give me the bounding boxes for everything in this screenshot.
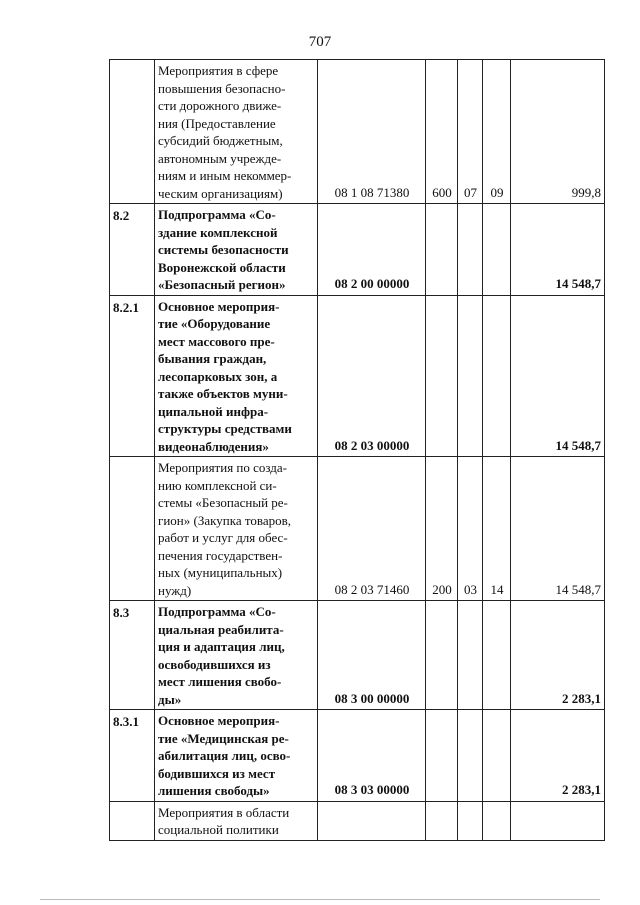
row-name-cell [155, 457, 318, 601]
table-body [110, 60, 605, 841]
name-line: системы безопасности [158, 242, 289, 257]
page-bottom-edge [40, 899, 600, 900]
rz-code-cell [458, 295, 483, 457]
row-number-cell: 8.3 [110, 601, 155, 710]
rz-code-cell [458, 204, 483, 296]
pr-code-cell [483, 710, 511, 802]
rz-code-cell [458, 710, 483, 802]
name-line: Мероприятия по созда- [158, 460, 288, 475]
name-line: бывания граждан, [158, 351, 267, 366]
rz-code-cell [458, 601, 483, 710]
sum-cell: 2 283,1 [511, 601, 605, 710]
pr-code-cell: 14 [483, 457, 511, 601]
row-number-cell: 8.3.1 [110, 710, 155, 802]
name-line: тие «Медицинская ре- [158, 730, 289, 746]
name-line: освободившихся из [158, 656, 271, 672]
table-row [110, 60, 605, 204]
row-name-cell [155, 601, 318, 710]
kcsr-code-cell: 08 2 00 00000 [318, 204, 426, 296]
vr-code-cell [426, 601, 458, 710]
pr-code-cell [483, 295, 511, 457]
kcsr-code-cell: 08 2 03 00000 [318, 295, 426, 457]
table-row [110, 710, 605, 802]
budget-table [109, 59, 605, 841]
rz-code-cell [458, 801, 483, 840]
rz-code-cell: 07 [458, 60, 483, 204]
row-number-cell: 8.2.1 [110, 295, 155, 457]
sum-cell [511, 801, 605, 840]
name-line: стемы «Безопасный ре- [158, 495, 288, 510]
row-number-cell: 8.2 [110, 204, 155, 296]
vr-code-cell [426, 710, 458, 802]
table-row [110, 801, 605, 840]
name-line: Подпрограмма «Со- [158, 604, 276, 619]
name-line: ческим организациям) [158, 185, 283, 201]
vr-code-cell [426, 295, 458, 457]
pr-code-cell [483, 601, 511, 710]
name-line: нужд) [158, 582, 192, 598]
name-line: видеонаблюдения» [158, 438, 269, 454]
name-line: нию комплексной си- [158, 477, 277, 493]
name-line: повышения безопасно- [158, 80, 286, 96]
kcsr-code-cell: 08 2 03 71460 [318, 457, 426, 601]
row-name-cell [155, 801, 318, 840]
name-line: Основное мероприя- [158, 298, 280, 314]
pr-code-cell [483, 801, 511, 840]
name-line: Мероприятия в сфере [158, 63, 279, 78]
sum-cell: 14 548,7 [511, 295, 605, 457]
name-line: Подпрограмма «Со- [158, 207, 276, 222]
name-line: социальной политики [158, 822, 279, 837]
kcsr-code-cell: 08 3 03 00000 [318, 710, 426, 802]
name-line: ципальной инфра- [158, 403, 269, 419]
table-row [110, 204, 605, 296]
name-line: ды» [158, 691, 182, 707]
name-line: работ и услуг для обес- [158, 530, 288, 545]
name-line: здание комплексной [158, 224, 278, 240]
row-number-cell [110, 801, 155, 840]
row-number-cell [110, 60, 155, 204]
name-line: Основное мероприя- [158, 713, 280, 728]
name-line: Мероприятия в области [158, 804, 290, 820]
name-line: Воронежской области [158, 259, 286, 275]
name-line: также объектов муни- [158, 386, 288, 401]
name-line: циальная реабилита- [158, 621, 284, 637]
name-line: бодившихся из мест [158, 765, 276, 781]
name-line: тие «Оборудование [158, 316, 271, 331]
name-line: ных (муниципальных) [158, 565, 283, 580]
page-number: 707 [308, 34, 332, 50]
name-line: сти дорожного движе- [158, 98, 282, 113]
table-row [110, 457, 605, 601]
name-line: ция и адаптация лиц, [158, 639, 285, 654]
row-name-cell [155, 60, 318, 204]
sum-cell: 2 283,1 [511, 710, 605, 802]
row-name-cell [155, 710, 318, 802]
row-number-cell [110, 457, 155, 601]
vr-code-cell [426, 801, 458, 840]
pr-code-cell: 09 [483, 60, 511, 204]
kcsr-code-cell [318, 801, 426, 840]
sum-cell: 14 548,7 [511, 457, 605, 601]
name-line: мест лишения свобо- [158, 674, 282, 689]
name-line: ния (Предоставление [158, 115, 276, 131]
sum-cell: 14 548,7 [511, 204, 605, 296]
vr-code-cell [426, 204, 458, 296]
row-name-cell [155, 295, 318, 457]
name-line: лишения свободы» [158, 783, 270, 798]
name-line: автономным учрежде- [158, 150, 282, 166]
kcsr-code-cell: 08 1 08 71380 [318, 60, 426, 204]
rz-code-cell: 03 [458, 457, 483, 601]
table-row [110, 601, 605, 710]
name-line: печения государствен- [158, 547, 283, 563]
name-line: ниям и иным некоммер- [158, 168, 292, 183]
sum-cell: 999,8 [511, 60, 605, 204]
name-line: субсидий бюджетным, [158, 133, 283, 148]
vr-code-cell: 600 [426, 60, 458, 204]
name-line: мест массового пре- [158, 333, 275, 349]
name-line: абилитация лиц, осво- [158, 748, 291, 763]
name-line: гион» (Закупка товаров, [158, 512, 291, 528]
pr-code-cell [483, 204, 511, 296]
table-row [110, 295, 605, 457]
name-line: лесопарковых зон, а [158, 368, 278, 384]
name-line: структуры средствами [158, 421, 292, 436]
row-name-cell [155, 204, 318, 296]
name-line: «Безопасный регион» [158, 277, 286, 292]
vr-code-cell: 200 [426, 457, 458, 601]
kcsr-code-cell: 08 3 00 00000 [318, 601, 426, 710]
